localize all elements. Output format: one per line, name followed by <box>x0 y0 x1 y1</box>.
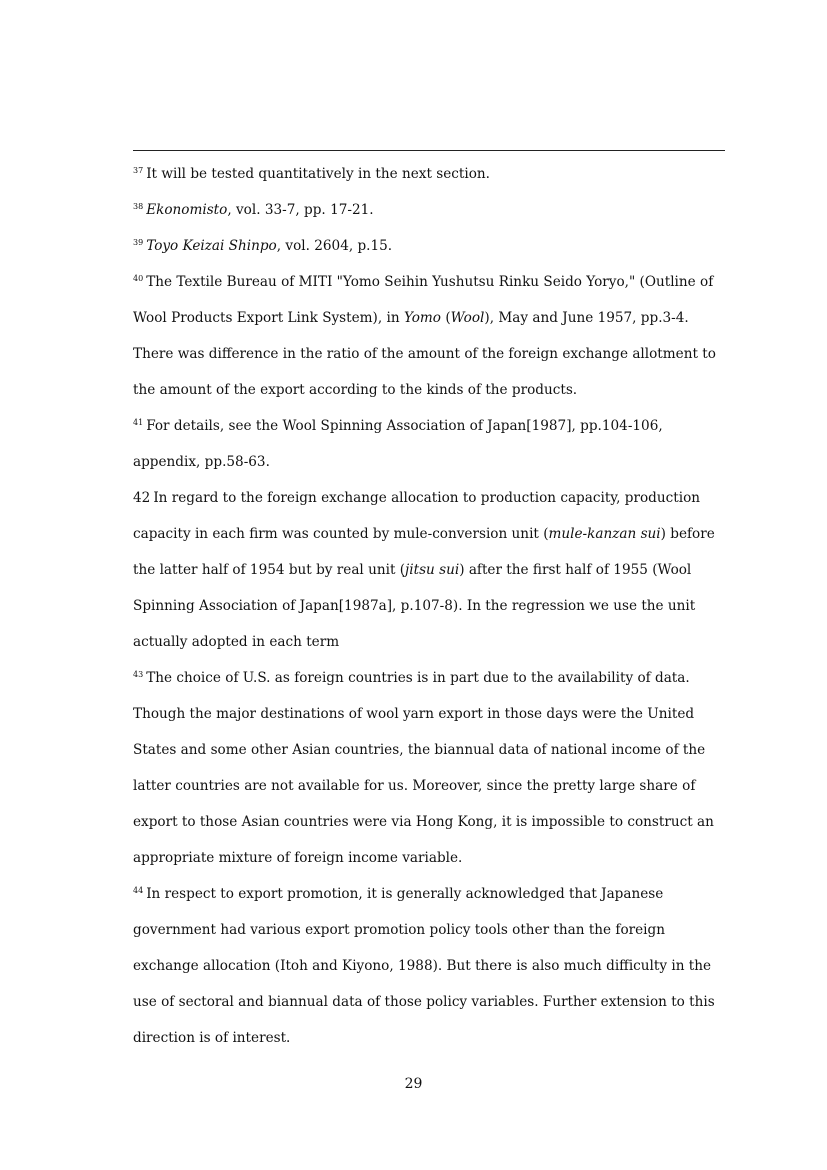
footnote-text: ) before the latter half of 1954 but by real unit ( <box>133 526 715 578</box>
footnote-text: For details, see the Wool Spinning Association of Japan[1987], pp.104-106, appendix, pp.58-63. <box>133 418 663 470</box>
footnote-number: 40 <box>133 274 144 283</box>
footnote-number: 41 <box>133 418 144 427</box>
footnote-text: , vol. 2604, p.15. <box>276 238 393 254</box>
footnote-number: 42 <box>133 490 151 506</box>
footnote-number: 39 <box>133 238 144 247</box>
footnote-number: 43 <box>133 670 144 679</box>
journal-title: Yomo <box>403 310 441 326</box>
footnote-text: The choice of U.S. as foreign countries is in part due to the availability of data. Though the major destinations of wool yarn export in those days were the United States and some other Asian countries, the biannual data of national income of the latter countries are not available for us. Moreover, since the pretty large share of export to those Asian countries were via Hong Kong, it is impossible to construct an appropriate mixture of foreign income variable. <box>133 670 714 866</box>
footnote-44 <box>133 876 729 1056</box>
footnote-text: In respect to export promotion, it is generally acknowledged that Japanese government had various export promotion policy tools other than the foreign exchange allocation (Itoh and Kiyono, 1988). But there is also much difficulty in the use of sectoral and biannual data of those policy variables. Further extension to this direction is of interest. <box>133 886 715 1046</box>
footnote-39 <box>133 228 729 264</box>
journal-title: Toyo Keizai Shinpo <box>146 238 277 254</box>
footnote-38 <box>133 192 729 228</box>
footnote-text: ), May and June 1957, pp.3-4. There was difference in the ratio of the amount of the foreign exchange allotment to the amount of the export according to the kinds of the products. <box>133 310 716 398</box>
journal-title-translation: Wool <box>450 310 485 326</box>
footnote-number: 44 <box>133 886 144 895</box>
footnote-separator-rule <box>133 150 725 151</box>
footnote-text: , vol. 33-7, pp. 17-21. <box>227 202 374 218</box>
footnote-40 <box>133 264 729 408</box>
term-jitsu-sui: jitsu sui <box>405 562 460 578</box>
page-number: 29 <box>404 1076 423 1092</box>
term-mule-kanzan-sui: mule-kanzan sui <box>548 526 661 542</box>
footnotes <box>133 156 729 1056</box>
footnote-text: ) after the first half of 1955 (Wool Spinning Association of Japan[1987a], p.107-8). In the regression we use the unit actually adopted in each term <box>133 562 696 650</box>
footnote-42 <box>133 480 729 660</box>
footnote-number: 38 <box>133 202 144 211</box>
footnote-41 <box>133 408 729 480</box>
footnote-text: In regard to the foreign exchange allocation to production capacity, production capacity in each firm was counted by mule-conversion unit ( <box>133 490 701 542</box>
footnote-text: It will be tested quantitatively in the next section. <box>146 166 490 182</box>
footnote-37 <box>133 156 729 192</box>
footnote-text: ( <box>441 310 451 326</box>
footnote-text: The Textile Bureau of MITI "Yomo Seihin Yushutsu Rinku Seido Yoryo," (Outline of Wool Products Export Link System), in <box>133 274 714 326</box>
footnote-number: 37 <box>133 166 144 175</box>
footnote-43 <box>133 660 729 876</box>
journal-title: Ekonomisto <box>146 202 228 218</box>
